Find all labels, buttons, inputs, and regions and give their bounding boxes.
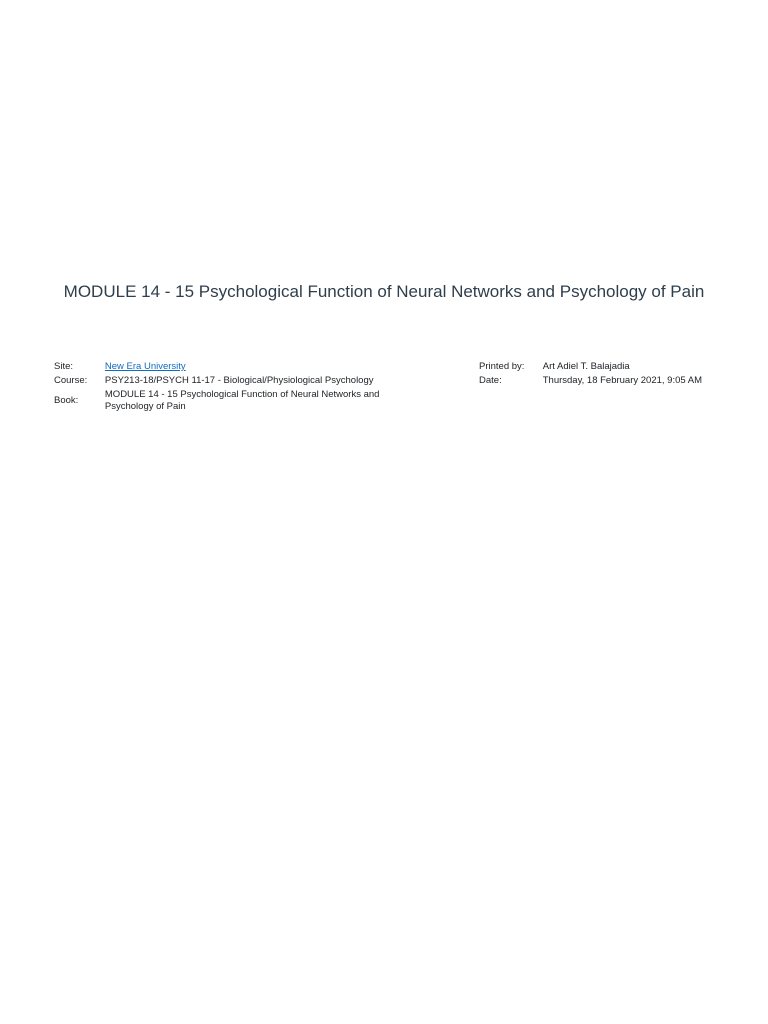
printed-by-row <box>477 360 737 374</box>
site-label: Site: <box>54 361 74 372</box>
page-title: MODULE 14 - 15 Psychological Function of Neural Networks and Psychology of Pain <box>63 282 705 301</box>
course-value: PSY213-18/PSYCH 11-17 - Biological/Physiological Psychology <box>104 375 374 386</box>
course-row <box>52 374 392 388</box>
book-row <box>52 388 392 414</box>
site-value <box>103 360 392 374</box>
date-row <box>477 374 737 388</box>
date-label: Date: <box>479 375 502 386</box>
course-label: Course: <box>54 375 88 386</box>
book-value: MODULE 14 - 15 Psychological Function of Neural Networks and Psychology of Pain <box>104 389 380 412</box>
date-value: Thursday, 18 February 2021, 9:05 AM <box>542 375 703 386</box>
book-info-table <box>52 360 392 414</box>
site-row <box>52 360 392 374</box>
print-info-table <box>477 360 737 388</box>
site-link[interactable]: New Era University <box>104 361 186 372</box>
printed-by-value: Art Adiel T. Balajadia <box>542 361 630 372</box>
book-label: Book: <box>54 395 79 406</box>
printed-by-label: Printed by: <box>479 361 525 372</box>
